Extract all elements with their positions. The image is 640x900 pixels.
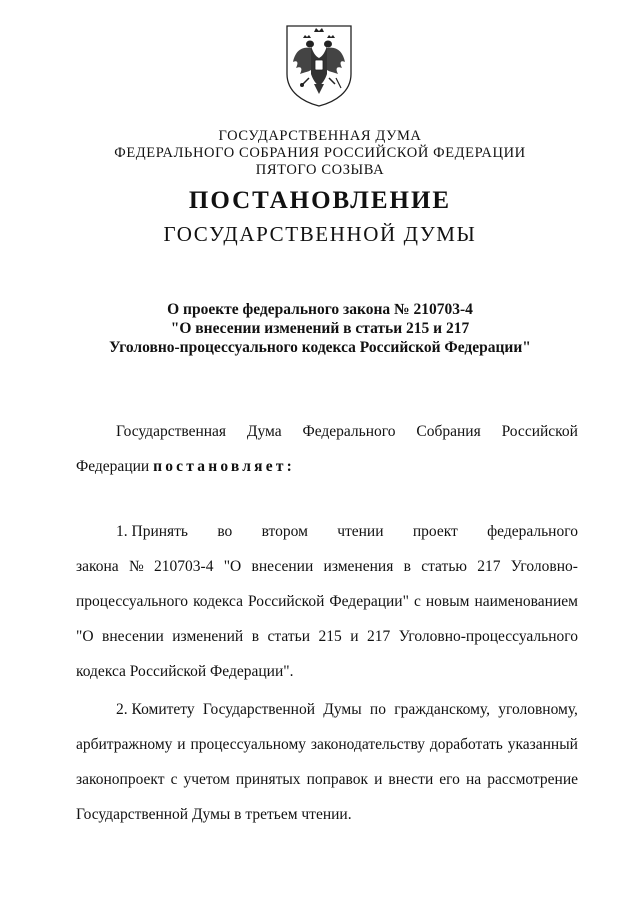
org-line-3: ПЯТОГО СОЗЫВА	[255, 162, 385, 178]
resolution-subject	[0, 300, 640, 357]
subject-line-1: О проекте федерального закона № 210703-4	[167, 301, 473, 318]
document-issuer-title: ГОСУДАРСТВЕННОЙ ДУМЫ	[163, 222, 477, 246]
word: Уголовно-	[510, 558, 578, 575]
item-1-line-3	[76, 584, 578, 619]
word: Собрания	[416, 423, 481, 440]
item-2-line-2	[76, 727, 578, 762]
word: "О	[76, 628, 94, 645]
word: процессуального	[76, 593, 189, 610]
decides-keyword: постановляет:	[153, 458, 295, 475]
word: статью	[421, 558, 467, 575]
word: 2. Комитету	[116, 701, 195, 718]
issuing-body-header	[0, 128, 640, 179]
word: принятых	[235, 771, 301, 788]
word: Государственной	[202, 701, 315, 718]
word: чтении	[337, 523, 384, 540]
word: наименованием	[474, 593, 578, 610]
word: Государственная	[116, 423, 227, 440]
word: 217	[367, 628, 391, 645]
item-1-line-2	[76, 549, 578, 584]
word: учетом	[183, 771, 230, 788]
word: внесении	[251, 558, 314, 575]
word: Уголовно-процессуального	[398, 628, 578, 645]
preamble-line-1	[76, 414, 578, 449]
word: внести	[388, 771, 434, 788]
word: внесении	[102, 628, 164, 645]
word: гражданскому,	[394, 701, 490, 718]
word: его	[439, 771, 460, 788]
word: новым	[425, 593, 470, 610]
subject-line-2: "О внесении изменений в статьи 215 и 217	[170, 320, 470, 337]
item-1-line-5: кодекса Российской Федерации".	[76, 663, 294, 680]
item-1-line-1	[76, 514, 578, 549]
item-2-line-4: Государственной Думы в третьем чтении.	[76, 806, 352, 823]
word: 210703-4	[154, 558, 214, 575]
preamble-paragraph	[76, 414, 578, 484]
word: уголовному,	[498, 701, 578, 718]
org-line-2: ФЕДЕРАЛЬНОГО СОБРАНИЯ РОССИЙСКОЙ ФЕДЕРАЦИИ	[114, 145, 526, 161]
word: арбитражному	[76, 736, 173, 753]
word: втором	[261, 523, 308, 540]
word: во	[217, 523, 233, 540]
word: доработать	[429, 736, 503, 753]
item-2-paragraph	[76, 692, 578, 832]
word: и	[177, 736, 186, 753]
word: на	[465, 771, 482, 788]
document-type-title: ПОСТАНОВЛЕНИЕ	[188, 187, 452, 214]
word: Федерации"	[329, 593, 409, 610]
word: Дума	[246, 423, 282, 440]
subject-line-3: Уголовно-процессуального кодекса Российской Федерации"	[109, 339, 531, 356]
word: статьи	[267, 628, 310, 645]
word: в	[251, 628, 260, 645]
item-1-line-4	[76, 619, 578, 654]
word: процессуальному	[190, 736, 307, 753]
word: и	[374, 771, 383, 788]
word: изменений	[172, 628, 244, 645]
russian-coat-of-arms-icon	[281, 22, 357, 108]
word: с	[413, 593, 421, 610]
word: законодательству	[310, 736, 425, 753]
preamble-text: Федерации	[76, 458, 154, 475]
word: изменения	[323, 558, 394, 575]
word: по	[369, 701, 386, 718]
word: федерального	[487, 523, 578, 540]
word: кодекса	[193, 593, 243, 610]
item-1-paragraph	[76, 514, 578, 689]
word: Федерального	[302, 423, 396, 440]
word: законопроект	[76, 771, 165, 788]
word: 215	[318, 628, 342, 645]
word: рассмотрение	[487, 771, 578, 788]
word: "О	[223, 558, 242, 575]
word: и	[350, 628, 359, 645]
item-2-line-1	[76, 692, 578, 727]
word: проект	[412, 523, 458, 540]
word: с	[170, 771, 178, 788]
word: в	[403, 558, 411, 575]
word: 1. Принять	[116, 523, 189, 540]
word: закона	[76, 558, 119, 575]
word: №	[128, 558, 144, 575]
word: Российской	[501, 423, 578, 440]
preamble-line-2	[76, 449, 578, 484]
item-2-line-3	[76, 762, 578, 797]
word: поправок	[306, 771, 369, 788]
word: Российской	[247, 593, 325, 610]
word: указанный	[507, 736, 578, 753]
word: 217	[477, 558, 501, 575]
org-line-1: ГОСУДАРСТВЕННАЯ ДУМА	[218, 128, 422, 144]
word: Думы	[323, 701, 362, 718]
